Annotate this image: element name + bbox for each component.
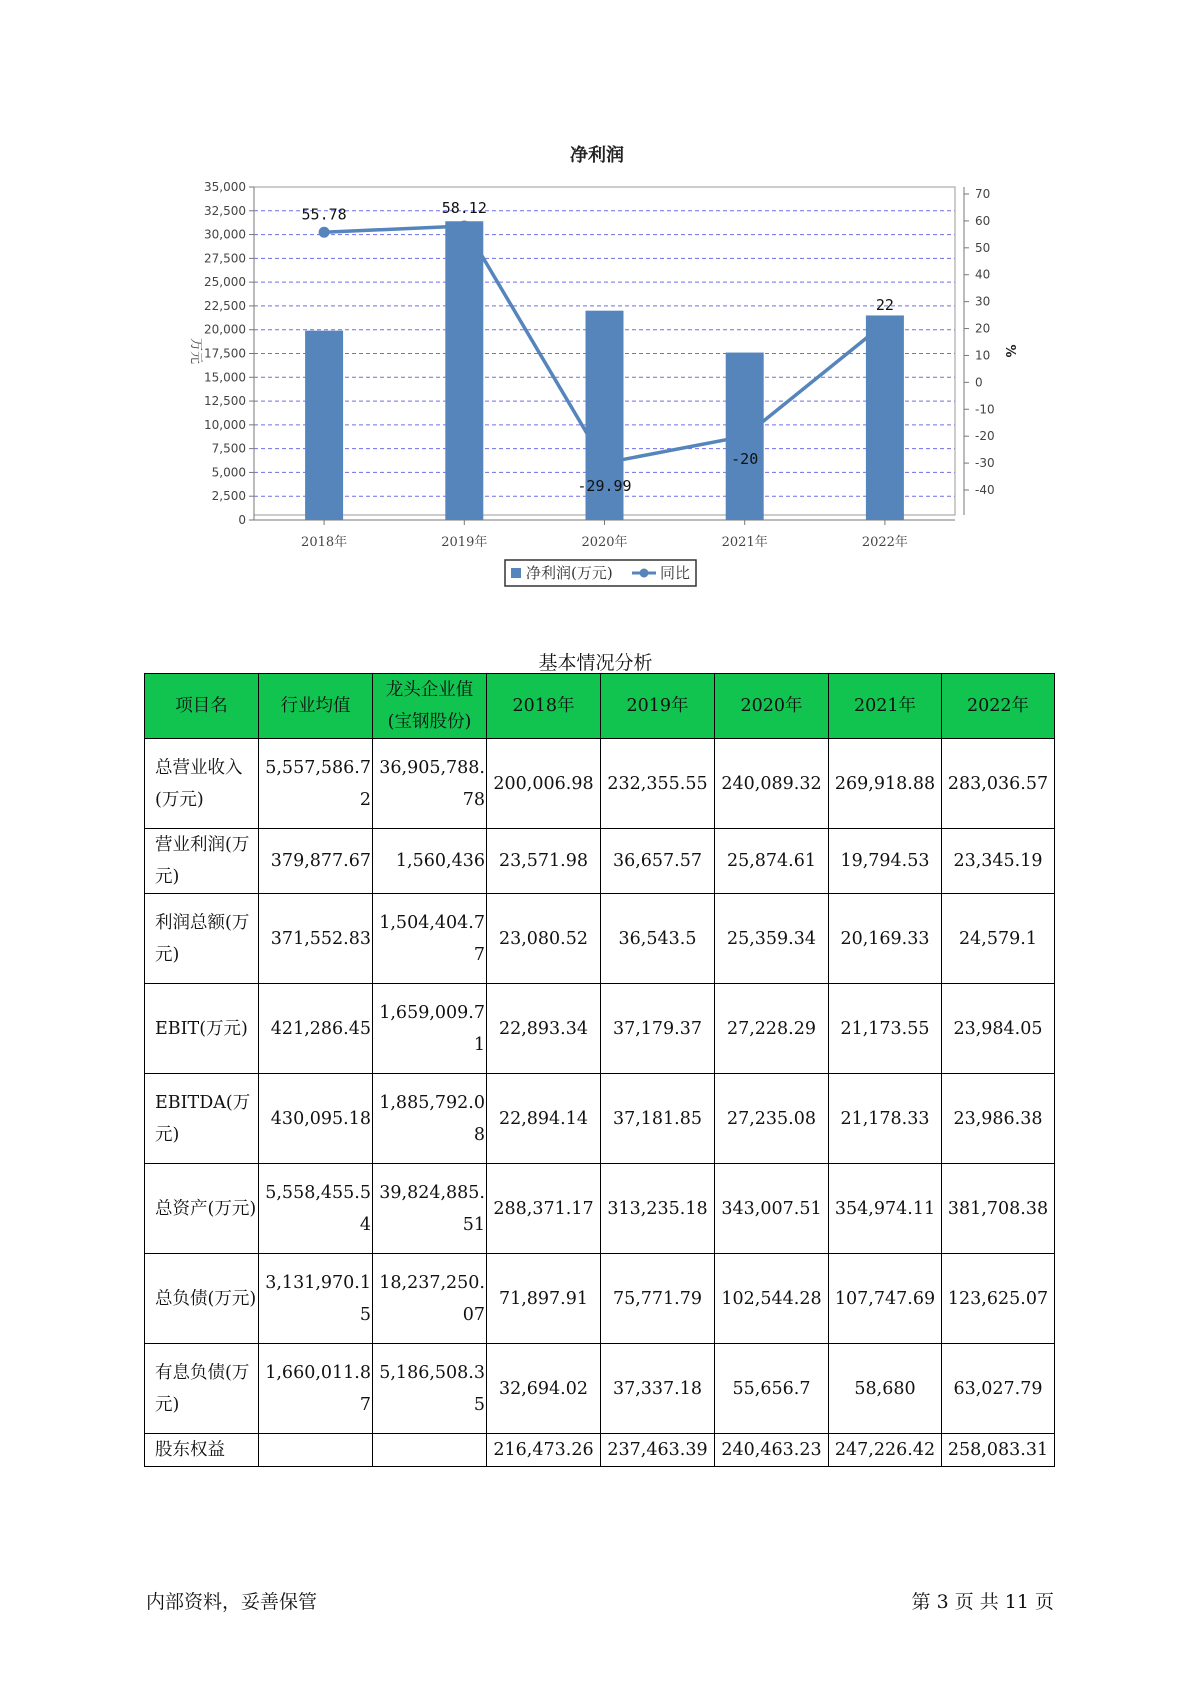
bar [445,221,483,520]
y-right-tick-label: -30 [975,456,995,471]
y-right-tick-label: -20 [975,429,995,444]
yoy-point [319,227,330,238]
table-cell: 18,237,250.07 [373,1254,487,1344]
table-cell: 27,235.08 [715,1074,829,1164]
y-right-tick-label: 70 [975,187,991,201]
table-cell: 36,657.57 [601,829,715,894]
table-cell: 123,625.07 [942,1254,1055,1344]
table-row [145,1164,1055,1254]
chart-legend [505,560,696,586]
x-axis-ticks [301,520,908,550]
table-cell: 313,235.18 [601,1164,715,1254]
y-right-tick-label: 10 [975,348,991,363]
table-cell: 240,463.23 [715,1434,829,1467]
table-cell: 107,747.69 [829,1254,942,1344]
legend-line-label: 同比 [660,564,691,582]
legend-line-marker [640,569,649,578]
y-right-tick-label: 0 [975,375,983,390]
table-cell: 232,355.55 [601,739,715,829]
table-cell: 421,286.45 [259,984,373,1074]
y-tick-label: 10,000 [204,417,246,432]
table-row [145,1434,1055,1467]
table-cell: 102,544.28 [715,1254,829,1344]
table-header-cell: 龙头企业值(宝钢股份) [373,674,487,739]
table-cell: 1,885,792.08 [373,1074,487,1164]
table-cell: 63,027.79 [942,1344,1055,1434]
y-right-tick-label: -10 [975,402,995,417]
y-right-tick-label: 40 [975,267,991,282]
table-row-name: EBITDA(万元) [145,1074,259,1164]
y-tick-label: 30,000 [204,227,246,242]
table-cell: 288,371.17 [487,1164,601,1254]
table-cell: 25,874.61 [715,829,829,894]
table-cell [259,1434,373,1467]
yoy-data-label: -20 [731,450,759,469]
table-cell: 379,877.67 [259,829,373,894]
table-cell: 36,905,788.78 [373,739,487,829]
table-cell: 37,337.18 [601,1344,715,1434]
bar-series [305,221,904,520]
table-header-cell: 行业均值 [259,674,373,739]
y-tick-label: 22,500 [204,298,246,313]
table-cell: 247,226.42 [829,1434,942,1467]
table-cell: 23,080.52 [487,894,601,984]
y-axis-label: 万元 [188,337,203,365]
x-tick-label: 2019年 [441,535,488,550]
table-row [145,1254,1055,1344]
table-caption: 基本情况分析 [538,652,653,674]
footer-confidential-note: 内部资料，妥善保管 [146,1591,318,1613]
table-cell: 39,824,885.51 [373,1164,487,1254]
table-cell: 216,473.26 [487,1434,601,1467]
table-header-cell: 2020年 [715,674,829,739]
y-right-tick-label: 20 [975,321,991,336]
table-row-name: 总负债(万元) [145,1254,259,1344]
table-row-name: 有息负债(万元) [145,1344,259,1434]
table-cell: 20,169.33 [829,894,942,984]
table-row-name: 总营业收入(万元) [145,739,259,829]
table-cell: 3,131,970.15 [259,1254,373,1344]
table-row-name: EBIT(万元) [145,984,259,1074]
table-cell: 21,173.55 [829,984,942,1074]
table-row [145,894,1055,984]
yoy-data-label: 22 [875,296,894,315]
y-axis-ticks [204,180,254,527]
y-tick-label: 32,500 [204,203,246,218]
table-cell: 200,006.98 [487,739,601,829]
table-cell: 22,894.14 [487,1074,601,1164]
table-cell: 23,986.38 [942,1074,1055,1164]
table-row [145,1074,1055,1164]
table-cell: 381,708.38 [942,1164,1055,1254]
table-header-cell: 2019年 [601,674,715,739]
y-axis-right-ticks [964,187,995,497]
y-right-tick-label: 50 [975,240,991,255]
table-cell: 240,089.32 [715,739,829,829]
y-tick-label: 0 [238,513,246,527]
y-tick-label: 5,000 [211,465,246,480]
table-cell: 5,557,586.72 [259,739,373,829]
table-row-name: 营业利润(万元) [145,829,259,894]
table-cell: 354,974.11 [829,1164,942,1254]
table-header-cell: 2022年 [942,674,1055,739]
table-cell: 1,560,436 [373,829,487,894]
table-cell: 37,181.85 [601,1074,715,1164]
x-tick-label: 2020年 [581,535,628,550]
x-tick-label: 2022年 [861,535,908,550]
table-header-row [145,674,1055,739]
table-header-cell: 项目名 [145,674,259,739]
table-cell: 55,656.7 [715,1344,829,1434]
y-tick-label: 25,000 [204,275,246,290]
table-cell: 237,463.39 [601,1434,715,1467]
y-tick-label: 35,000 [204,180,246,194]
table-cell: 1,504,404.77 [373,894,487,984]
table-cell: 37,179.37 [601,984,715,1074]
footer-page-number: 第 3 页 共 11 页 [911,1591,1054,1613]
table-row [145,829,1055,894]
table-cell: 19,794.53 [829,829,942,894]
table-cell: 258,083.31 [942,1434,1055,1467]
y-tick-label: 7,500 [211,441,246,456]
table-cell: 430,095.18 [259,1074,373,1164]
legend-bar-label: 净利润(万元) [526,564,613,582]
net-profit-chart [0,0,1191,600]
table-cell: 21,178.33 [829,1074,942,1164]
y-tick-label: 27,500 [204,251,246,266]
table-cell: 343,007.51 [715,1164,829,1254]
table-row [145,1344,1055,1434]
x-tick-label: 2021年 [721,535,768,550]
table-cell: 23,345.19 [942,829,1055,894]
table-cell: 283,036.57 [942,739,1055,829]
y-right-tick-label: -40 [975,483,995,497]
chart-title: 净利润 [570,145,624,166]
table-cell: 23,571.98 [487,829,601,894]
basic-analysis-table [144,673,1055,1467]
y-tick-label: 20,000 [204,322,246,337]
y-tick-label: 12,500 [204,394,246,409]
bar [866,315,904,520]
yoy-data-label: -29.99 [577,477,632,496]
yoy-data-label: 58.12 [441,198,487,217]
table-cell: 27,228.29 [715,984,829,1074]
table-cell [373,1434,487,1467]
table-row-name: 股东权益 [145,1434,259,1467]
table-cell: 1,659,009.71 [373,984,487,1074]
table-cell: 75,771.79 [601,1254,715,1344]
table-cell: 24,579.1 [942,894,1055,984]
table-cell: 71,897.91 [487,1254,601,1344]
table-row [145,739,1055,829]
table-cell: 22,893.34 [487,984,601,1074]
table-cell: 23,984.05 [942,984,1055,1074]
table-header-cell: 2021年 [829,674,942,739]
y-tick-label: 17,500 [204,346,246,361]
yoy-point [459,220,470,231]
table-header-cell: 2018年 [487,674,601,739]
table-cell: 36,543.5 [601,894,715,984]
y-axis-right-label: % [1002,344,1017,358]
table-cell: 269,918.88 [829,739,942,829]
table-cell: 58,680 [829,1344,942,1434]
yoy-data-label: 55.78 [301,205,347,224]
table-cell: 5,558,455.54 [259,1164,373,1254]
table-row-name: 总资产(万元) [145,1164,259,1254]
table-cell: 1,660,011.87 [259,1344,373,1434]
table-cell: 5,186,508.35 [373,1344,487,1434]
table-cell: 25,359.34 [715,894,829,984]
y-right-tick-label: 30 [975,294,991,309]
y-tick-label: 15,000 [204,370,246,385]
table-body [145,739,1055,1467]
table-cell: 371,552.83 [259,894,373,984]
table-row [145,984,1055,1074]
bar [305,331,343,520]
table-cell: 32,694.02 [487,1344,601,1434]
y-tick-label: 2,500 [211,489,246,504]
y-right-tick-label: 60 [975,213,991,228]
legend-bar-swatch [511,568,521,578]
x-tick-label: 2018年 [301,535,348,550]
table-row-name: 利润总额(万元) [145,894,259,984]
